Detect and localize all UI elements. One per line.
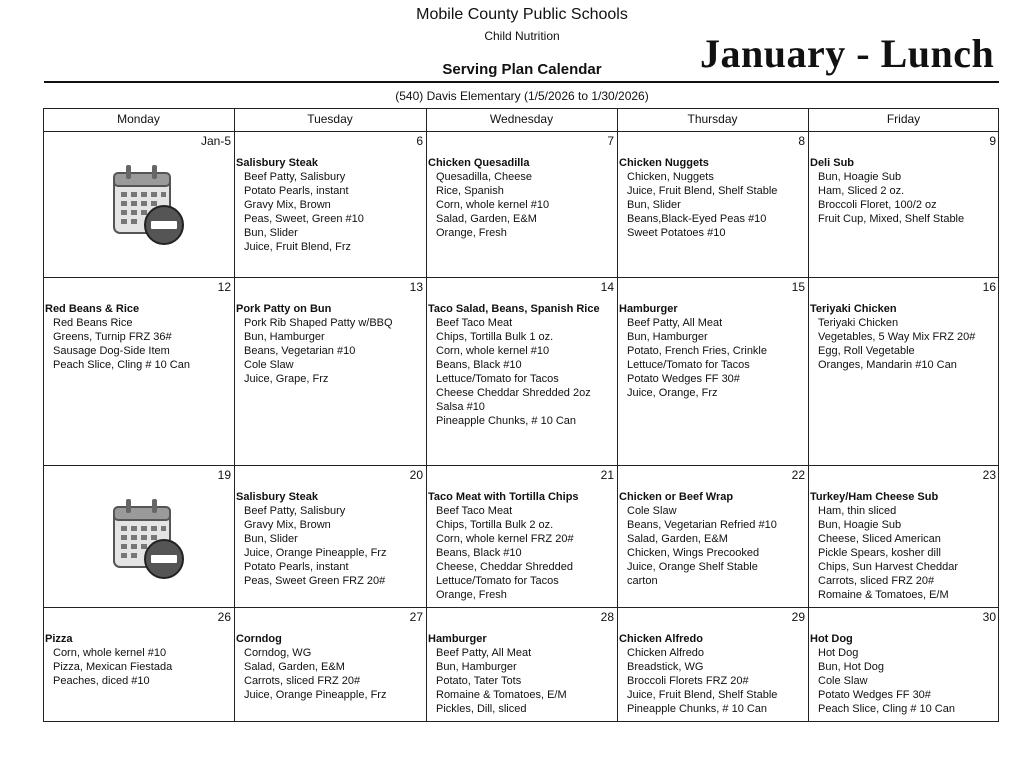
menu-item: Bun, Hamburger <box>244 331 325 343</box>
day-date: 13 <box>409 280 423 294</box>
calendar-day-cell <box>43 607 234 722</box>
calendar-day-cell <box>426 277 617 465</box>
calendar-grid <box>43 108 999 722</box>
entree-name: Hot Dog <box>810 633 853 645</box>
menu-item: Lettuce/Tomato for Tacos <box>436 575 559 587</box>
day-menu <box>236 156 424 254</box>
menu-item: Bun, Hamburger <box>627 331 708 343</box>
menu-item: Chicken, Wings Precooked <box>627 547 760 559</box>
day-date: 30 <box>982 610 996 624</box>
day-date: 12 <box>217 280 231 294</box>
menu-item: Corndog, WG <box>244 647 312 659</box>
menu-item: Gravy Mix, Brown <box>244 199 331 211</box>
menu-item: Potato Wedges FF 30# <box>818 689 931 701</box>
plan-label: Serving Plan Calendar <box>442 61 602 78</box>
menu-item: Bun, Hamburger <box>436 661 517 673</box>
entree-name: Taco Salad, Beans, Spanish Rice <box>428 303 600 315</box>
day-menu <box>810 156 997 226</box>
menu-item: Pizza, Mexican Fiestada <box>53 661 173 673</box>
menu-item: Fruit Cup, Mixed, Shelf Stable <box>818 213 965 225</box>
menu-item: Broccoli Floret, 100/2 oz <box>818 199 937 211</box>
page-title: January - Lunch <box>700 31 995 76</box>
menu-item: Carrots, sliced FRZ 20# <box>818 575 935 587</box>
menu-item: Chicken Alfredo <box>627 647 705 659</box>
day-date: 23 <box>982 468 996 482</box>
day-date: 8 <box>798 134 805 148</box>
entree-name: Pork Patty on Bun <box>236 303 332 315</box>
menu-item: Bun, Hoagie Sub <box>818 171 902 183</box>
entree-name: Turkey/Ham Cheese Sub <box>810 491 939 503</box>
day-date: 19 <box>217 468 231 482</box>
day-menu <box>45 632 232 688</box>
day-menu <box>428 156 615 240</box>
menu-item: Chips, Sun Harvest Cheddar <box>818 561 959 573</box>
calendar-day-cell <box>234 607 426 722</box>
day-date: 9 <box>989 134 996 148</box>
menu-item: Pickles, Dill, sliced <box>436 703 527 715</box>
entree-name: Corndog <box>236 633 282 645</box>
menu-item: Potato, Tater Tots <box>436 675 522 687</box>
day-date: 14 <box>600 280 614 294</box>
day-date: 15 <box>791 280 805 294</box>
menu-item: Pineapple Chunks, # 10 Can <box>627 703 768 715</box>
menu-item: Bun, Slider <box>244 533 298 545</box>
day-menu <box>619 490 806 588</box>
calendar-day-cell <box>426 131 617 277</box>
menu-item: Sausage Dog-Side Item <box>53 345 170 357</box>
day-date: Jan-5 <box>200 134 231 148</box>
day-header-friday: Friday <box>886 112 921 126</box>
menu-item: Cole Slaw <box>244 359 294 371</box>
menu-item: Beans, Vegetarian #10 <box>244 345 356 357</box>
menu-item: Oranges, Mandarin #10 Can <box>818 359 957 371</box>
menu-item: Romaine & Tomatoes, E/M <box>436 689 567 701</box>
day-header-thursday: Thursday <box>687 112 738 126</box>
day-date: 27 <box>409 610 423 624</box>
menu-item: Broccoli Florets FRZ 20# <box>627 675 749 687</box>
menu-item: Chips, Tortilla Bulk 1 oz. <box>436 331 554 343</box>
day-date: 21 <box>600 468 614 482</box>
menu-item: Salad, Garden, E&M <box>436 213 537 225</box>
menu-item: Bun, Slider <box>244 227 298 239</box>
menu-item: Corn, whole kernel #10 <box>53 647 167 659</box>
menu-item: Peach Slice, Cling # 10 Can <box>818 703 955 715</box>
day-date: 28 <box>600 610 614 624</box>
header-divider <box>44 81 999 83</box>
menu-item: Ham, thin sliced <box>818 505 897 517</box>
day-menu <box>810 302 997 372</box>
menu-item: Ham, Sliced 2 oz. <box>818 185 905 197</box>
menu-item: Bun, Hoagie Sub <box>818 519 902 531</box>
entree-name: Hamburger <box>619 303 678 315</box>
day-menu <box>428 632 615 716</box>
day-date: 29 <box>791 610 805 624</box>
organization-name: Mobile County Public Schools <box>416 6 628 23</box>
calendar-day-cell <box>808 607 999 722</box>
entree-name: Hamburger <box>428 633 487 645</box>
menu-item: Beef Patty, Salisbury <box>244 171 346 183</box>
calendar-day-cell <box>43 277 234 465</box>
calendar-day-cell <box>426 607 617 722</box>
department-name: Child Nutrition <box>484 29 560 43</box>
menu-item: Juice, Orange Pineapple, Frz <box>244 689 387 701</box>
calendar-day-cell <box>808 131 999 277</box>
day-menu <box>236 490 424 588</box>
menu-item: Quesadilla, Cheese <box>436 171 533 183</box>
calendar-day-cell <box>43 131 234 277</box>
menu-item: Chicken, Nuggets <box>627 171 714 183</box>
day-menu <box>428 302 615 428</box>
menu-item: Romaine & Tomatoes, E/M <box>818 589 949 601</box>
menu-item: Orange, Fresh <box>436 227 507 239</box>
day-header-monday: Monday <box>117 112 160 126</box>
day-menu <box>428 490 615 602</box>
day-menu <box>619 632 806 716</box>
menu-item: Juice, Fruit Blend, Shelf Stable <box>627 185 778 197</box>
menu-item: Cheese Cheddar Shredded 2oz <box>436 387 591 399</box>
entree-name: Salisbury Steak <box>236 157 318 169</box>
menu-item: Salad, Garden, E&M <box>627 533 728 545</box>
calendar-day-cell <box>808 277 999 465</box>
day-date: 20 <box>409 468 423 482</box>
day-menu <box>810 632 997 716</box>
menu-item: Teriyaki Chicken <box>818 317 899 329</box>
day-menu <box>45 302 232 372</box>
menu-item: Pickle Spears, kosher dill <box>818 547 941 559</box>
menu-item: Juice, Orange, Frz <box>627 387 718 399</box>
school-date-range: (540) Davis Elementary (1/5/2026 to 1/30/2026) <box>395 89 649 103</box>
no-school-calendar-icon <box>108 495 188 586</box>
calendar-day-cell <box>617 607 808 722</box>
menu-item: Cole Slaw <box>627 505 677 517</box>
entree-name: Chicken Quesadilla <box>428 157 530 169</box>
menu-item: Lettuce/Tomato for Tacos <box>436 373 559 385</box>
day-date: 22 <box>791 468 805 482</box>
menu-item: Bun, Hot Dog <box>818 661 885 673</box>
day-date: 7 <box>607 134 614 148</box>
menu-item: Cheese, Sliced American <box>818 533 941 545</box>
menu-item: Cole Slaw <box>818 675 868 687</box>
calendar-day-cell <box>43 465 234 607</box>
menu-item: Sweet Potatoes #10 <box>627 227 726 239</box>
menu-item: Red Beans Rice <box>53 317 133 329</box>
menu-item: Juice, Grape, Frz <box>244 373 329 385</box>
day-menu <box>236 632 424 702</box>
calendar-day-cell <box>617 277 808 465</box>
day-menu <box>810 490 997 602</box>
calendar-day-cell <box>234 131 426 277</box>
entree-name: Deli Sub <box>810 157 855 169</box>
menu-item: Chips, Tortilla Bulk 2 oz. <box>436 519 554 531</box>
menu-item: Salsa #10 <box>436 401 485 413</box>
menu-item: Vegetables, 5 Way Mix FRZ 20# <box>818 331 976 343</box>
entree-name: Salisbury Steak <box>236 491 318 503</box>
menu-item: Gravy Mix, Brown <box>244 519 331 531</box>
menu-item: Beans, Black #10 <box>436 547 522 559</box>
day-date: 6 <box>416 134 423 148</box>
day-menu <box>236 302 424 386</box>
menu-item: Corn, whole kernel #10 <box>436 345 550 357</box>
calendar-day-cell <box>808 465 999 607</box>
menu-item: Breadstick, WG <box>627 661 704 673</box>
menu-item: Peach Slice, Cling # 10 Can <box>53 359 190 371</box>
menu-item: Salad, Garden, E&M <box>244 661 345 673</box>
menu-item: Egg, Roll Vegetable <box>818 345 915 357</box>
menu-item: Beans, Vegetarian Refried #10 <box>627 519 777 531</box>
menu-item: Bun, Slider <box>627 199 681 211</box>
menu-item: Juice, Fruit Blend, Frz <box>244 241 351 253</box>
day-header-tuesday: Tuesday <box>307 112 353 126</box>
menu-item: Juice, Orange Pineapple, Frz <box>244 547 387 559</box>
menu-item: Cheese, Cheddar Shredded <box>436 561 573 573</box>
menu-item: Lettuce/Tomato for Tacos <box>627 359 750 371</box>
menu-item: Potato Pearls, instant <box>244 185 349 197</box>
entree-name: Teriyaki Chicken <box>810 303 897 315</box>
day-date: 26 <box>217 610 231 624</box>
menu-item: Beef Taco Meat <box>436 505 513 517</box>
menu-item: Rice, Spanish <box>436 185 504 197</box>
entree-name: Chicken Nuggets <box>619 157 709 169</box>
calendar-day-cell <box>234 465 426 607</box>
entree-name: Red Beans & Rice <box>45 303 140 315</box>
menu-item: Beef Taco Meat <box>436 317 513 329</box>
no-school-calendar-icon <box>108 161 188 252</box>
calendar-day-cell <box>234 277 426 465</box>
menu-item: Beef Patty, All Meat <box>627 317 723 329</box>
menu-item: Potato Wedges FF 30# <box>627 373 740 385</box>
entree-name: Chicken or Beef Wrap <box>619 491 734 503</box>
menu-item: Beef Patty, All Meat <box>436 647 532 659</box>
menu-item: Carrots, sliced FRZ 20# <box>244 675 361 687</box>
day-date: 16 <box>982 280 996 294</box>
menu-item: Orange, Fresh <box>436 589 507 601</box>
menu-item: Pineapple Chunks, # 10 Can <box>436 415 577 427</box>
menu-item: Corn, whole kernel #10 <box>436 199 550 211</box>
menu-item: Peas, Sweet Green FRZ 20# <box>244 575 386 587</box>
menu-item: Peaches, diced #10 <box>53 675 150 687</box>
day-menu <box>619 302 806 400</box>
menu-item: Hot Dog <box>818 647 859 659</box>
calendar-day-cell <box>426 465 617 607</box>
day-header-wednesday: Wednesday <box>489 112 554 126</box>
menu-item: Juice, Orange Shelf Stable <box>627 561 758 573</box>
menu-item: Potato, French Fries, Crinkle <box>627 345 767 357</box>
menu-item: Greens, Turnip FRZ 36# <box>53 331 172 343</box>
day-menu <box>619 156 806 240</box>
menu-item: Potato Pearls, instant <box>244 561 349 573</box>
entree-name: Taco Meat with Tortilla Chips <box>428 491 579 503</box>
menu-item: Beans,Black-Eyed Peas #10 <box>627 213 767 225</box>
entree-name: Chicken Alfredo <box>619 633 703 645</box>
menu-item: Beans, Black #10 <box>436 359 522 371</box>
menu-item: Pork Rib Shaped Patty w/BBQ <box>244 317 393 329</box>
calendar-day-cell <box>617 131 808 277</box>
menu-item: Juice, Fruit Blend, Shelf Stable <box>627 689 778 701</box>
entree-name: Pizza <box>45 633 73 645</box>
calendar-day-cell <box>617 465 808 607</box>
menu-item: Peas, Sweet, Green #10 <box>244 213 364 225</box>
menu-item: Beef Patty, Salisbury <box>244 505 346 517</box>
menu-item: Corn, whole kernel FRZ 20# <box>436 533 574 545</box>
menu-item: carton <box>627 575 658 587</box>
